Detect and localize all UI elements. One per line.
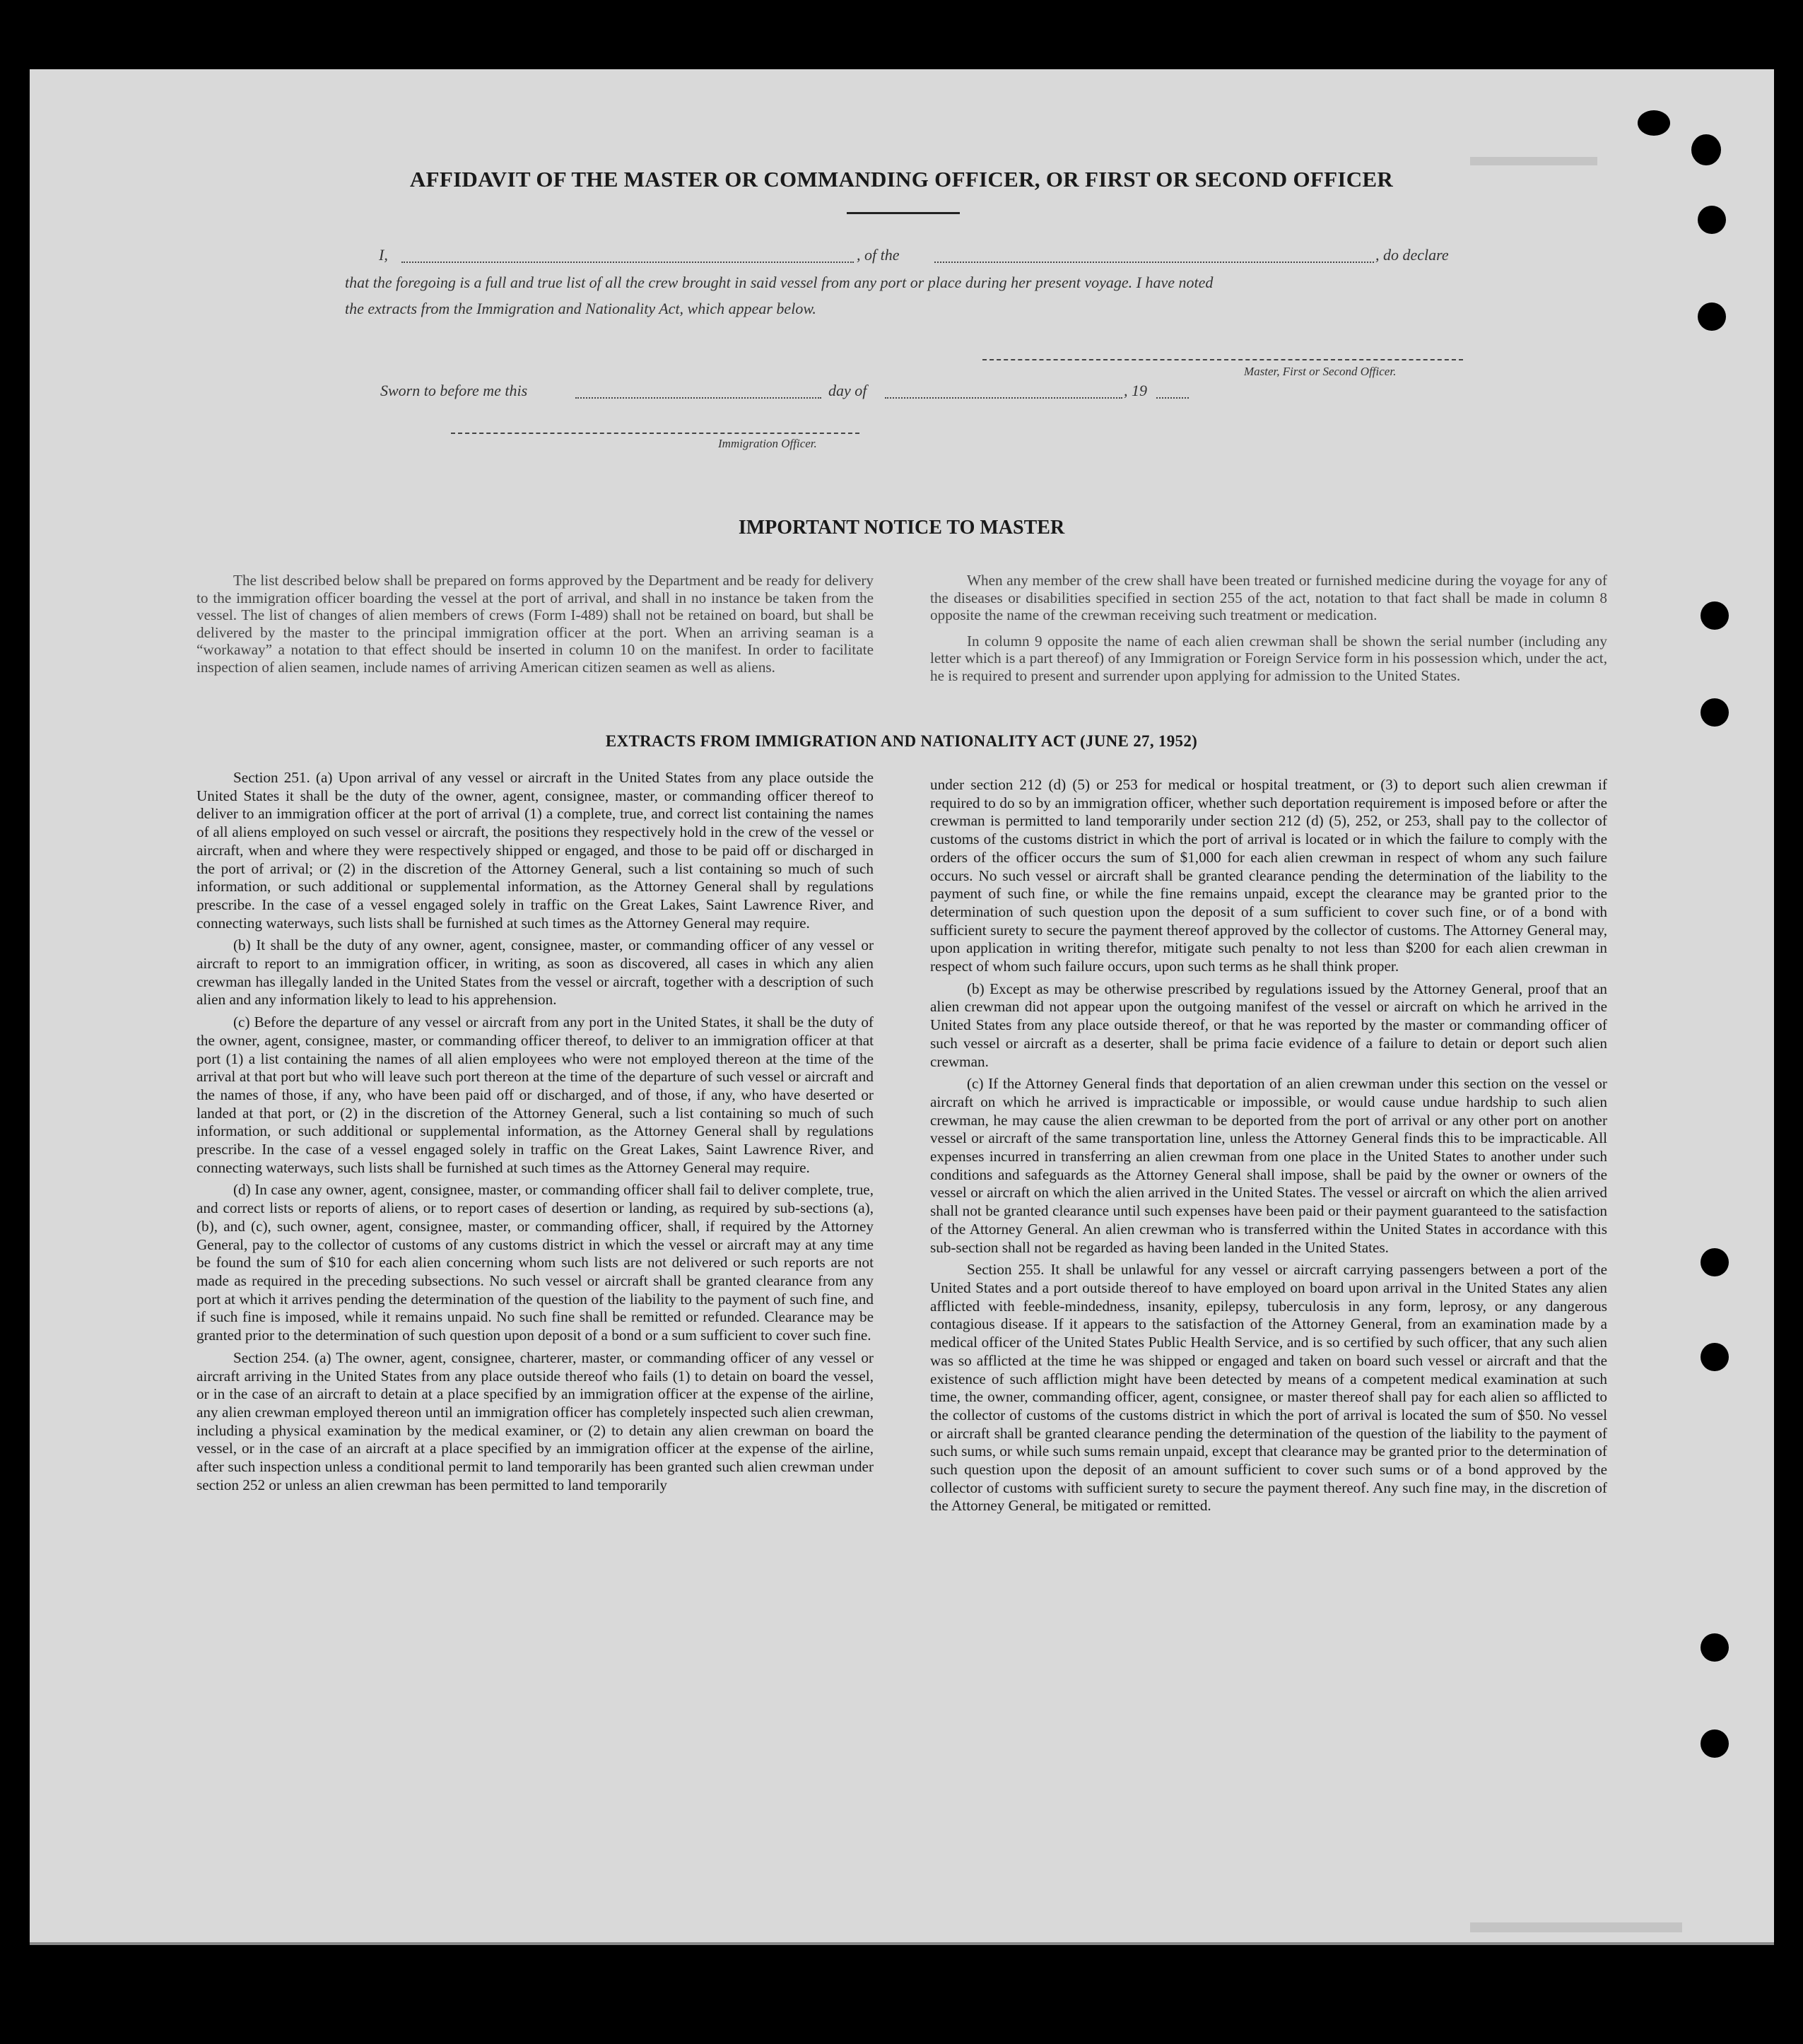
sworn-day-of: day of: [828, 382, 867, 399]
sworn-prefix: Sworn to before me this: [380, 382, 528, 399]
section-254-a: Section 254. (a) The owner, agent, consignee, charterer, master, or commanding officer of any vessel or aircraft arriving in the United States from any place outside thereof who fails (1) to detain on board the vessel, or in the case of an aircraft to detain at a place specified by an immigration officer at the expense of the airline, any alien crewman employed thereon until an immigration officer has completely inspected such alien crewman, including a physical examination by the medical examiner, or (2) to detain any alien crewman on board the vessel, or in the case of an aircraft at a place specified by an immigration officer at the expense of the airline, after such inspection unless a conditional permit to land temporarily has been granted such alien crewman under section 252 or unless an alien crewman has been permitted to land temporarily: [196, 1349, 874, 1493]
sworn-month-blank[interactable]: [885, 397, 1122, 399]
affidavit-title: AFFIDAVIT OF THE MASTER OR COMMANDING OFFICER, OR FIRST OR SECOND OFFICER: [409, 167, 1394, 192]
punch-hole: [1701, 698, 1729, 727]
declare-suffix: , do declare: [1375, 246, 1449, 264]
notice-title: IMPORTANT NOTICE TO MASTER: [738, 517, 1065, 539]
section-254-a-cont: under section 212 (d) (5) or 253 for medical or hospital treatment, or (3) to deport such alien crewman if required to do so by an immigration officer, whether such deportation requirement is imposed before or after the crewman is permitted to land temporarily under section 212 (d) (5), 252, or 253, shall pay to the collector of customs of the customs district in which the port of arrival is located or in which the failure to comply with the orders of the officer occurs the sum of $1,000 for each alien crewman in respect of whom any such failure occurs. No such vessel or aircraft shall be granted clearance pending the determination of the liability to the payment of such fine, or while the fine remains unpaid, except the clearance may be granted prior to the determination of such question upon the deposit of a sum sufficient to cover such fine, or of a bond with sufficient surety to secure the payment thereof approved by the collector of customs. The Attorney General may, upon application in writing therefor, mitigate such penalty to not less than $200 for each alien crewman in respect of whom such failure occurs, upon such terms as he shall think proper.: [930, 776, 1607, 975]
punch-hole: [1701, 601, 1729, 630]
declare-line-2: that the foregoing is a full and true list of all the crew brought in said vessel from any port or place during her present voyage. I have noted: [345, 274, 1214, 291]
punch-hole: [1701, 1248, 1729, 1276]
punch-hole: [1698, 303, 1726, 331]
name-blank[interactable]: [401, 262, 854, 263]
notice-left-paragraph: The list described below shall be prepared on forms approved by the Department and be ready for delivery to the immigration officer boarding the vessel at the port of arrival, and shall in no instance be taken from the vessel. The list of changes of alien members of crews (Form I-489) shall not be retained on board, but shall be delivered by the master to the principal immigration officer at the port. When an arriving seaman is a “workaway” a notation to that effect should be inserted in column 10 on the manifest. In order to facilitate inspection of alien seamen, include names of arriving American citizen seamen as well as aliens.: [196, 572, 874, 676]
declare-of-the: , of the: [857, 246, 900, 264]
punch-hole: [1638, 110, 1670, 136]
scan-smudge: [1470, 1922, 1682, 1932]
punch-hole: [1691, 134, 1721, 165]
notice-left: [196, 572, 874, 676]
master-label: Master, First or Second Officer.: [1244, 365, 1397, 378]
punch-hole: [1701, 1343, 1729, 1371]
sworn-year: , 19: [1124, 382, 1147, 399]
notice-right-paragraph-2: In column 9 opposite the name of each alien crewman shall be shown the serial number (including any letter which is a part thereof) of any Immigration or Foreign Service form in his possession which, under the act, he is required to present and surrender upon applying for admission to the United States.: [930, 632, 1607, 684]
sworn-day-blank[interactable]: [575, 397, 821, 399]
sworn-year-blank[interactable]: [1156, 397, 1189, 399]
master-signature-line[interactable]: [982, 359, 1463, 360]
officer-signature-line[interactable]: [451, 433, 859, 434]
extracts-left-column: [196, 769, 874, 1494]
punch-hole: [1701, 1633, 1729, 1662]
section-251-d: (d) In case any owner, agent, consignee, master, or commanding officer shall fail to deliver complete, true, and correct lists or reports of aliens, or to report cases of desertion or landing, as required by sub-sections (a), (b), and (c), such owner, agent, consignee, master, or commanding officer, shall, if required by the Attorney General, pay to the collector of customs of any customs district in which the vessel or aircraft may at any time be found the sum of $10 for each alien concerning whom such lists are not delivered or such reports are not made as required in the preceding subsections. No such vessel or aircraft shall be granted clearance from any port at which it arrives pending the determination of the question of the liability to the payment of such fine, and if such fine is imposed, while it remains unpaid. No such fine shall be remitted or refunded. Clearance may be granted prior to the determination of such question upon deposit of a bond or a sum sufficient to cover such fine.: [196, 1181, 874, 1344]
section-254-b: (b) Except as may be otherwise prescribed by regulations issued by the Attorney General, proof that an alien crewman did not appear upon the outgoing manifest of the vessel or aircraft on which he arrived in the United States from any place outside thereof, or that he was reported by the master or commanding officer of such vessel or aircraft as a deserter, shall be prima facie evidence of a failure to detain or deport such alien crewman.: [930, 980, 1607, 1070]
extracts-right-column: [930, 776, 1607, 1515]
punch-hole: [1701, 1729, 1729, 1758]
section-254-c: (c) If the Attorney General finds that deportation of an alien crewman under this section on the vessel or aircraft on which he arrived is impracticable or impossible, or would cause undue hardship to such alien crewman, he may cause the alien crewman to be deported from the port of arrival or any other port on another vessel or aircraft of the same transportation line, unless the Attorney General finds this to be impracticable. All expenses incurred in transferring an alien crewman from one place in the United States to another under such conditions and safeguards as the Attorney General shall impose, shall be paid by the owner or owners of the vessel or aircraft on which the alien arrived in the United States. The vessel or aircraft on which the alien arrived shall not be granted clearance until such expenses have been paid or their payment guaranteed to the satisfaction of the Attorney General. An alien crewman who is transferred within the United States in accordance with this sub-section shall not be regarded as having been landed in the United States.: [930, 1075, 1607, 1256]
declare-line-3: the extracts from the Immigration and Nationality Act, which appear below.: [345, 300, 816, 317]
vessel-blank[interactable]: [934, 262, 1374, 263]
section-251-a: Section 251. (a) Upon arrival of any vessel or aircraft in the United States from any place outside the United States it shall be the duty of the owner, agent, consignee, master, or commanding officer thereof to deliver to an immigration officer at the port of arrival (1) a complete, true, and correct list containing the names of all aliens employed on such vessel or aircraft, the positions they respectively hold in the crew of the vessel or aircraft, when and where they were respectively shipped or engaged, and those to be paid off or discharged in the port of arrival; or (2) in the discretion of the Attorney General, such a list containing so much of such information, or such additional or supplemental information, as the Attorney General shall by regulations prescribe. In the case of a vessel engaged solely in traffic on the Great Lakes, Saint Lawrence River, and connecting waterways, such lists shall be furnished at such times as the Attorney General may require.: [196, 769, 874, 932]
declare-line-prefix: I,: [379, 246, 388, 264]
page-edge: [30, 1942, 1774, 1945]
scan-smudge: [1470, 157, 1597, 165]
officer-label: Immigration Officer.: [718, 437, 817, 450]
title-rule: [847, 212, 960, 214]
notice-right: [930, 572, 1607, 685]
section-251-c: (c) Before the departure of any vessel or aircraft from any port in the United States, it shall be the duty of the owner, agent, consignee, master, or commanding officer thereof, to deliver to an immigration officer at that port (1) a list containing the names of all alien employees who were not employed thereon at the time of the arrival at that port but who will leave such port thereon at the time of the departure of such vessel or aircraft and the names of those, if any, who have been paid off or discharged, and of those, if any, who have deserted or landed at that port, or (2) in the discretion of the Attorney General, such a list containing so much of such information, or such additional or supplemental information, as the Attorney General shall by regulations prescribe. In the case of a vessel engaged solely in traffic on the Great Lakes, Saint Lawrence River, and connecting waterways, such lists shall be furnished at such times as the Attorney General may require.: [196, 1014, 874, 1176]
notice-right-paragraph-1: When any member of the crew shall have been treated or furnished medicine during the voyage for any of the diseases or disabilities specified in section 255 of the act, notation to that fact shall be made in column 8 opposite the name of the crewman receiving such treatment or medication.: [930, 572, 1607, 624]
extracts-title: EXTRACTS FROM IMMIGRATION AND NATIONALITY ACT (JUNE 27, 1952): [605, 732, 1198, 750]
punch-hole: [1698, 206, 1726, 234]
section-255: Section 255. It shall be unlawful for any vessel or aircraft carrying passengers between a port of the United States and a port outside thereof to have employed on board upon arrival in the United States any alien afflicted with feeble-mindedness, insanity, epilepsy, tuberculosis in any form, leprosy, or any dangerous contagious disease. If it appears to the satisfaction of the Attorney General, from an examination made by a medical officer of the United States Public Health Service, and is so certified by such officer, that any such alien was so afflicted at the time he was shipped or engaged and taken on board such vessel or aircraft and that the existence of such affliction might have been detected by means of a competent medical examination at such time, the owner, commanding officer, agent, consignee, or master thereof shall pay for each alien so afflicted to the collector of customs of the customs district in which the port of arrival is located the sum of $50. No vessel or aircraft shall be granted clearance pending the determination of the question of the liability to the payment of such sums, or while such sums remain unpaid, except that clearance may be granted prior to the determination of such question upon the deposit of an amount sufficient to cover such sums or of a bond approved by the collector of customs with sufficient surety to secure the payment thereof. Any such fine may, in the discretion of the Attorney General, be mitigated or remitted.: [930, 1261, 1607, 1515]
section-251-b: (b) It shall be the duty of any owner, agent, consignee, master, or commanding officer of any vessel or aircraft to report to an immigration officer, in writing, as soon as discovered, all cases in which any alien crewman has illegally landed in the United States from the vessel or aircraft, together with a description of such alien and any information likely to lead to his apprehension.: [196, 936, 874, 1009]
